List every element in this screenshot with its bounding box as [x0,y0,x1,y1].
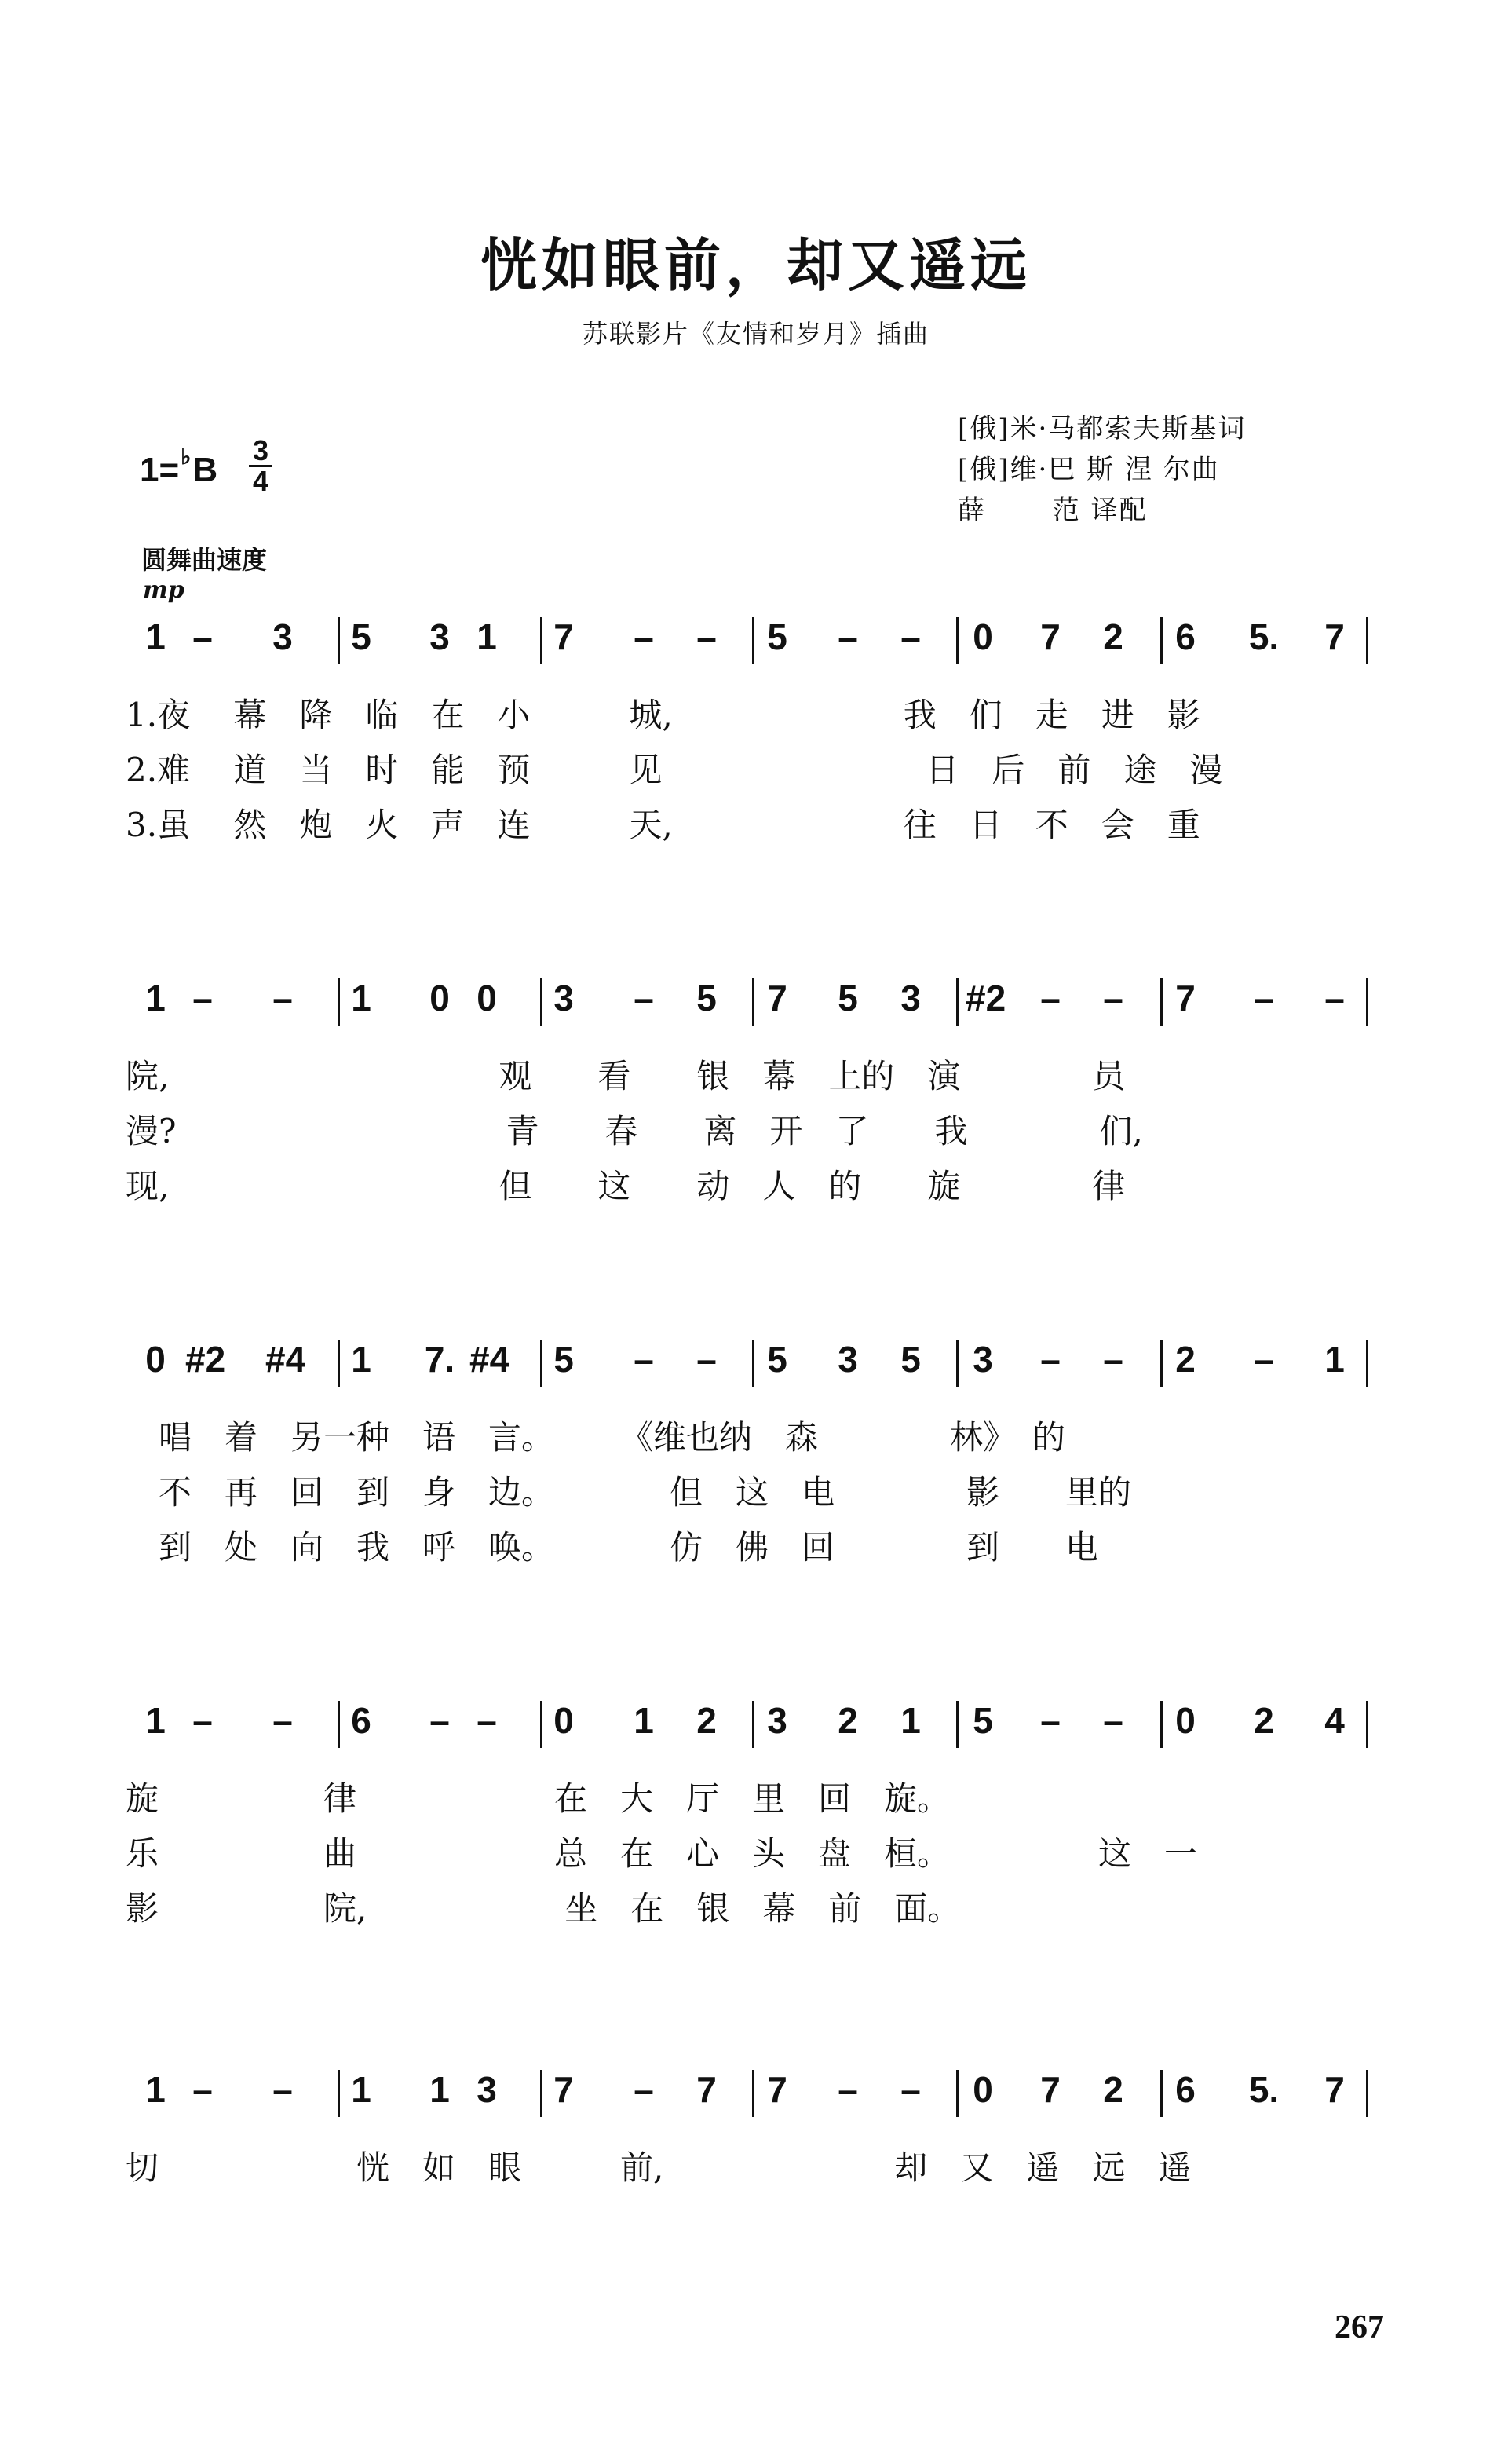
score-note: 7. [424,1339,455,1380]
score-note: – [696,616,717,657]
score-note: #2 [185,1339,226,1380]
score-note: #4 [265,1339,306,1380]
score-note: 0 [477,978,497,1018]
barline [540,1701,542,1748]
score-note: 2 [838,1700,858,1741]
score-note: 1 [145,616,166,657]
lyric-line: 现, 但 这 动 人 的 旋 律 [126,1167,1126,1205]
barline [752,617,754,664]
score-note: 1 [145,2069,166,2110]
score-note: 3 [973,1339,993,1380]
score-note: 3 [477,2069,497,2110]
lyric-line: 3.虽 然 炮 火 声 连 天, 往 日 不 会 重 [126,806,1200,844]
score-note: #4 [469,1339,510,1380]
score-note: – [1254,1339,1274,1380]
barline [338,1701,340,1748]
score-note: – [838,2069,858,2110]
score-note: 0 [553,1700,574,1741]
lyric-line: 不 再 回 到 身 边。 但 这 电 影 里的 [126,1473,1132,1512]
score-note: 5 [553,1339,574,1380]
flat-icon: ♭ [181,444,192,469]
score-note: – [900,616,921,657]
score-note: – [900,2069,921,2110]
credit-lyricist: [俄]米·马都索夫斯基词 [958,413,1247,444]
score-note: – [1103,978,1123,1018]
score-note: 5. [1248,616,1280,657]
score-note: – [696,1339,717,1380]
score-note: 2 [1175,1339,1196,1380]
score-note: – [429,1700,450,1741]
score-note: 0 [145,1339,166,1380]
score-note: 2 [1103,616,1123,657]
barline [1366,1340,1368,1387]
score-note: 4 [1324,1700,1345,1741]
score-note: 3 [900,978,921,1018]
barline [338,617,340,664]
score-note: 7 [767,978,787,1018]
score-note: – [1103,1700,1123,1741]
score-note: 1 [429,2069,450,2110]
lyric-line: 切 恍 如 眼 前, 却 又 遥 远 遥 [126,2148,1192,2187]
barline [338,978,340,1026]
score-note: – [477,1700,497,1741]
score-note: 0 [973,616,993,657]
score-note: 0 [1175,1700,1196,1741]
score-note: – [272,2069,293,2110]
song-title: 恍如眼前，却又遥远 [480,232,1032,298]
lyric-line: 旋 律 在 大 厅 里 回 旋。 [126,1779,951,1818]
score-note: 0 [429,978,450,1018]
barline [752,1340,754,1387]
score-note: – [634,1339,654,1380]
score-note: 1 [351,1339,371,1380]
score-note: – [1040,978,1061,1018]
score-note: 7 [553,616,574,657]
score-note: – [1254,978,1274,1018]
lyric-line: 2.难 道 当 时 能 预 见 日 后 前 途 漫 [126,751,1223,789]
score-note: – [192,616,213,657]
score-note: 5 [351,616,371,657]
lyric-line: 1.夜 幕 降 临 在 小 城, 我 们 走 进 影 [126,696,1200,734]
barline [540,617,542,664]
score-note: 0 [973,2069,993,2110]
score-note: – [272,1700,293,1741]
score-note: 1 [634,1700,654,1741]
score-note: 5 [767,616,787,657]
page-number: 267 [1335,2309,1384,2345]
score-note: 5 [767,1339,787,1380]
barline [1366,2070,1368,2117]
barline [1366,978,1368,1026]
lyric-line: 到 处 向 我 呼 唤。 仿 佛 回 到 电 [126,1528,1099,1567]
score-note: 5 [973,1700,993,1741]
barline [1160,617,1163,664]
score-note: 1 [351,2069,371,2110]
score-note: – [192,978,213,1018]
credit-translator: 薛 范 译配 [958,495,1148,526]
score-note: – [838,616,858,657]
score-note: 2 [696,1700,717,1741]
score-note: 7 [767,2069,787,2110]
score-note: 7 [1324,2069,1345,2110]
score-note: 3 [838,1339,858,1380]
score-note: 1 [477,616,497,657]
lyric-line: 院, 观 看 银 幕 上的 演 员 [126,1057,1126,1095]
score-note: 6 [1175,2069,1196,2110]
score-note: 3 [553,978,574,1018]
barline [752,978,754,1026]
score-note: 2 [1254,1700,1274,1741]
score-note: – [272,978,293,1018]
score-note: 7 [1175,978,1196,1018]
barline [1160,978,1163,1026]
barline [956,617,959,664]
score-note: 7 [1040,616,1061,657]
score-note: – [192,1700,213,1741]
tempo-marking: 圆舞曲速度 [141,546,268,574]
score-note: – [1324,978,1345,1018]
time-bottom: 4 [252,465,269,497]
score-note: 5 [900,1339,921,1380]
barline [752,2070,754,2117]
barline [1366,617,1368,664]
score-note: 6 [351,1700,371,1741]
score-note: 3 [272,616,293,657]
barline [1160,1340,1163,1387]
score-note: – [1040,1700,1061,1741]
song-subtitle: 苏联影片《友情和岁月》插曲 [582,319,929,349]
barline [540,978,542,1026]
score-note: 2 [1103,2069,1123,2110]
barline [338,1340,340,1387]
score-note: – [634,616,654,657]
key-signature [140,444,217,490]
lyric-line: 漫? 青 春 离 开 了 我 们, [126,1112,1143,1150]
score-note: 1 [351,978,371,1018]
score-note: 7 [696,2069,717,2110]
time-top: 3 [252,434,269,466]
score-note: – [1103,1339,1123,1380]
barline [956,1701,959,1748]
barline [956,2070,959,2117]
score-note: 1 [145,1700,166,1741]
barline [752,1701,754,1748]
barline [956,1340,959,1387]
credit-composer: [俄]维·巴 斯 涅 尔曲 [958,454,1220,485]
barline [338,2070,340,2117]
lyric-line: 乐 曲 总 在 心 头 盘 桓。 这 一 [126,1834,1198,1873]
key-prefix: 1= [140,451,180,489]
score-note: 5 [838,978,858,1018]
barline [1160,2070,1163,2117]
barline [540,1340,542,1387]
score-note: 6 [1175,616,1196,657]
score-note: – [1040,1339,1061,1380]
score-note: 7 [1324,616,1345,657]
score-note: 5. [1248,2069,1280,2110]
barline [540,2070,542,2117]
score-note: #2 [966,978,1006,1018]
barline [1160,1701,1163,1748]
barline [956,978,959,1026]
score-note: – [192,2069,213,2110]
barline [1366,1701,1368,1748]
score-note: 7 [1040,2069,1061,2110]
score-note: – [634,978,654,1018]
time-signature [245,434,276,497]
dynamic-marking: mp [143,576,184,604]
score-note: 7 [553,2069,574,2110]
lyric-line: 影 院, 坐 在 银 幕 前 面。 [126,1889,961,1928]
score-note: 1 [900,1700,921,1741]
score-note: 1 [145,978,166,1018]
score-note: 3 [429,616,450,657]
score-note: 3 [767,1700,787,1741]
key-note: B [192,451,218,489]
score-note: 5 [696,978,717,1018]
score-note: – [634,2069,654,2110]
lyric-line: 唱 着 另一种 语 言。 《维也纳 森 林》 的 [126,1418,1066,1457]
score-note: 1 [1324,1339,1345,1380]
